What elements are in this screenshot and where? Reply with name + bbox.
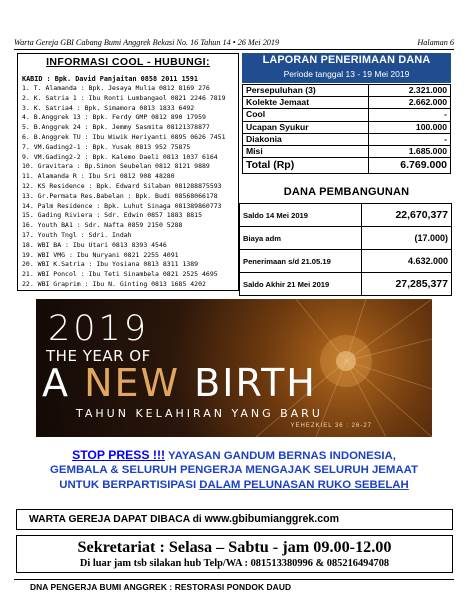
row-label: Misi: [243, 145, 369, 157]
new-birth-birth: BIRTH: [180, 361, 317, 405]
footer-rule: [14, 579, 454, 580]
row-label: Cool: [243, 109, 369, 121]
row-value: -: [369, 109, 451, 121]
footer-dna: DNA PENGERJA BUMI ANGGREK : RESTORASI PONDOK DAUD: [30, 582, 292, 592]
list-item: 11. Alamanda R : Ibu Sri 0812 908 48280: [22, 172, 175, 181]
stop-press-line3-b: DALAM PELUNASAN RUKO SEBELAH: [199, 478, 409, 491]
table-row: [243, 85, 451, 97]
pembangunan-table: [239, 203, 452, 296]
row-label: Saldo 14 Mei 2019: [240, 204, 362, 227]
list-item: 2. K. Satria 1 : Ibu Ronti Lumbangaol 0821 2246 7819: [22, 93, 226, 102]
banner-verse: YEHEZKIEL 36 : 26-27: [290, 423, 372, 429]
table-row: [243, 109, 451, 121]
row-label: Biaya adm: [240, 227, 362, 250]
row-value: 22,670,377: [362, 204, 452, 227]
row-label: Ucapan Syukur: [243, 121, 369, 133]
cool-contact-box: [17, 53, 239, 291]
sekretariat-box: [16, 535, 453, 573]
warta-online-box: [16, 509, 453, 530]
list-item: 6. B.Anggrek TU : Ibu Wiwik Heriyanti 0895 0626 7451: [22, 132, 226, 141]
row-value: 100.000: [369, 121, 451, 133]
row-label: Persepuluhan (3): [243, 85, 369, 97]
page-header: [14, 37, 454, 49]
laporan-table: [242, 84, 451, 174]
stop-press-line2: GEMBALA & SELURUH PENGERJA MENGAJAK SELURUH JEMAAT: [50, 464, 418, 477]
list-item: 17. Youth Tngl : Sdri. Indah: [22, 230, 132, 239]
list-item: 22. WBI Graprim : Ibu N. Ginting 0813 1685 4202: [22, 279, 206, 288]
banner-year: 2019: [48, 309, 150, 349]
row-label: Diakonia: [243, 133, 369, 145]
warta-prefix: WARTA GEREJA DAPAT DIBACA di: [29, 514, 205, 525]
header-rule: [14, 49, 454, 50]
list-item: 10. Gravitara : Bp.Simon Seubelan 0812 8121 9889: [22, 162, 210, 171]
table-row: [243, 133, 451, 145]
banner-new-birth: [42, 361, 317, 405]
cool-title: INFORMASI COOL - HUBUNGI:: [46, 56, 210, 68]
list-item: 9. VM.Gading2-2 : Bpk. Kalemo Daeli 0813 1037 6164: [22, 152, 218, 161]
stop-press-line1-rest: YAYASAN GANDUM BERNAS INDONESIA,: [165, 450, 396, 462]
new-birth-new: NEW: [84, 361, 181, 405]
total-row: [243, 158, 451, 174]
row-value: 1.685.000: [369, 145, 451, 157]
laporan-header: [242, 53, 451, 83]
list-item: 20. WBI K.Satria : Ibu Yosiana 0813 8311 1389: [22, 260, 199, 269]
table-row: [243, 121, 451, 133]
row-label: Saldo Akhir 21 Mei 2019: [240, 273, 362, 296]
total-label: Total (Rp): [243, 158, 369, 174]
stop-press: [8, 448, 460, 492]
cool-list: [22, 84, 234, 290]
row-value: -: [369, 133, 451, 145]
list-item: 13. Gr.Permata Res.Babelan : Bpk. Budi 08568066178: [22, 191, 218, 200]
table-row: [240, 273, 452, 296]
list-item: 21. WBI Poncol : Ibu Teti Sinambela 0821 2525 4695: [22, 270, 218, 279]
table-row: [240, 227, 452, 250]
new-birth-banner: [36, 299, 432, 437]
row-value: 4.632.000: [362, 250, 452, 273]
list-item: 14. Palm Residence : Bpk. Luhut Sinaga 081389860773: [22, 201, 222, 210]
row-label: Kolekte Jemaat: [243, 97, 369, 109]
stop-press-label: STOP PRESS !!!: [72, 448, 166, 462]
list-item: 4. B.Anggrek 13 : Bpk. Ferdy GMP 0812 890 17959: [22, 113, 206, 122]
banner-the-year-of: THE YEAR OF: [46, 347, 151, 365]
list-item: 16. Youth BA1 : Sdr. Nafta 0859 2150 5288: [22, 221, 183, 230]
laporan-period: Periode tanggal 13 - 19 Mei 2019: [283, 69, 410, 79]
row-value: 2.662.000: [369, 97, 451, 109]
table-row: [243, 97, 451, 109]
kabid-line: KABID : Bpk. David Panjaitan 0858 2011 1591: [22, 75, 198, 83]
list-item: 12. KS Residence : Bpk. Edward Silaban 081288875593: [22, 181, 222, 190]
page-number: Halaman 6: [417, 38, 454, 47]
list-item: 5. B.Anggrek 24 : Bpk. Jemmy Sasmita 08121378877: [22, 123, 210, 132]
stop-press-line3-a: UNTUK BERPARTISIPASI: [59, 478, 200, 491]
row-label: Penerimaan s/d 21.05.19: [240, 250, 362, 273]
banner-tahun: TAHUN KELAHIRAN YANG BARU: [76, 407, 323, 420]
row-value: (17.000): [362, 227, 452, 250]
sekretariat-hours: Sekretariat : Selasa – Sabtu - jam 09.00-12.00: [77, 538, 392, 556]
stop-press-line1: [8, 448, 460, 463]
table-row: [240, 204, 452, 227]
pembangunan-title: DANA PEMBANGUNAN: [283, 186, 410, 198]
list-item: 19. WBI VMG : Ibu Nuryani 0821 2255 4091: [22, 250, 179, 259]
sekretariat-contact: Di luar jam tsb silakan hub Telp/WA : 081513380996 & 085216494708: [79, 558, 390, 569]
bulletin-info: Warta Gereja GBI Cabang Bumi Anggrek Bekasi No. 16 Tahun 14 • 26 Mei 2019: [14, 38, 280, 47]
website-link[interactable]: www.gbibumianggrek.com: [204, 513, 340, 525]
laporan-title: LAPORAN PENERIMAAN DANA: [262, 54, 431, 66]
list-item: 15. Gading Riviera : Sdr. Edwin 0857 1883 8815: [22, 211, 203, 220]
stop-press-line3: [8, 478, 460, 492]
total-value: 6.769.000: [369, 158, 451, 174]
list-item: 7. VM.Gading2-1 : Bpk. Yusak 0813 952 75875: [22, 142, 191, 151]
row-value: 27,285,377: [362, 273, 452, 296]
new-birth-a: A: [42, 361, 85, 405]
list-item: 3. K. Satria4 : Bpk. Simamora 0813 1833 6492: [22, 103, 195, 112]
table-row: [243, 145, 451, 157]
list-item: 18. WBI BA : Ibu Utari 0813 8393 4546: [22, 240, 167, 249]
row-value: 2.321.000: [369, 85, 451, 97]
list-item: 1. T. Alamanda : Bpk. Jesaya Mulia 0812 8169 276: [22, 84, 210, 92]
table-row: [240, 250, 452, 273]
